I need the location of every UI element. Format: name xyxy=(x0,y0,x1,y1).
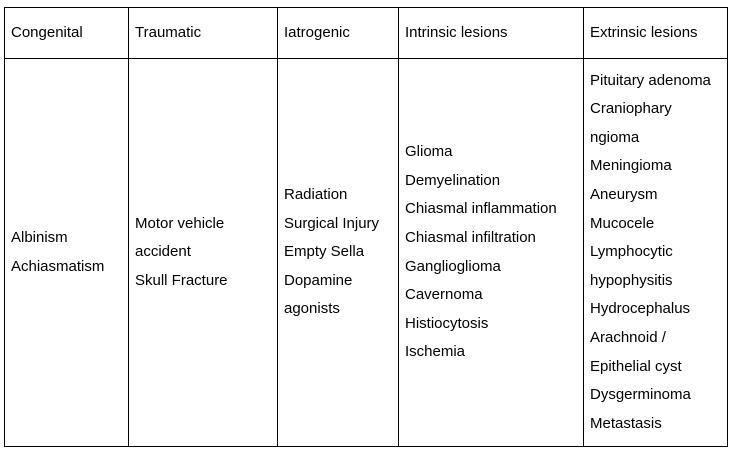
cell-iatrogenic xyxy=(278,59,399,447)
cell-line: hypophysitis xyxy=(590,271,673,289)
cell-line: Epithelial cyst xyxy=(590,357,682,375)
cell-line: Demyelination xyxy=(405,171,501,189)
cell-line: Chiasmal infiltration xyxy=(405,228,536,246)
column-header-extrinsic-lesions: Extrinsic lesions xyxy=(584,8,728,59)
cell-extrinsic-lesions xyxy=(584,59,728,447)
cell-line: Dysgerminoma xyxy=(590,386,691,404)
column-header-traumatic: Traumatic xyxy=(129,8,278,59)
cell-line: Skull Fracture xyxy=(135,271,228,289)
cell-line: Albinism xyxy=(11,228,68,246)
cell-line: Metastasis xyxy=(590,414,662,432)
cell-line: Pituitary adenoma xyxy=(590,71,711,89)
cell-line: Dopamine xyxy=(284,271,353,289)
cell-line: Lymphocytic xyxy=(590,243,673,261)
cell-line: accident xyxy=(135,243,191,261)
cell-traumatic xyxy=(129,59,278,447)
cell-line: Empty Sella xyxy=(284,243,365,261)
cell-line: Craniophary xyxy=(590,100,672,118)
cell-intrinsic-lesions xyxy=(399,59,584,447)
cell-line: Cavernoma xyxy=(405,286,483,304)
etiology-table xyxy=(4,7,728,447)
column-header-congenital: Congenital xyxy=(5,8,129,59)
cell-line: Motor vehicle xyxy=(135,214,225,232)
body-row xyxy=(5,59,728,447)
cell-line: Hydrocephalus xyxy=(590,300,691,318)
cell-line: agonists xyxy=(284,300,340,318)
cell-line: Achiasmatism xyxy=(11,257,105,275)
cell-line: Ischemia xyxy=(405,343,466,361)
cell-line: Radiation xyxy=(284,186,348,204)
column-header-iatrogenic: Iatrogenic xyxy=(278,8,399,59)
cell-line: Glioma xyxy=(405,143,453,161)
cell-line: Ganglioglioma xyxy=(405,257,501,275)
cell-line: ngioma xyxy=(590,128,640,146)
header-row xyxy=(5,8,728,59)
cell-line: Histiocytosis xyxy=(405,314,489,332)
cell-line: Mucocele xyxy=(590,214,655,232)
cell-line: Surgical Injury xyxy=(284,214,380,232)
cell-line: Meningioma xyxy=(590,157,672,175)
column-header-intrinsic-lesions: Intrinsic lesions xyxy=(399,8,584,59)
cell-line: Chiasmal inflammation xyxy=(405,200,557,218)
cell-congenital xyxy=(5,59,129,447)
cell-line: Aneurysm xyxy=(590,186,658,204)
cell-line: Arachnoid / xyxy=(590,328,666,346)
